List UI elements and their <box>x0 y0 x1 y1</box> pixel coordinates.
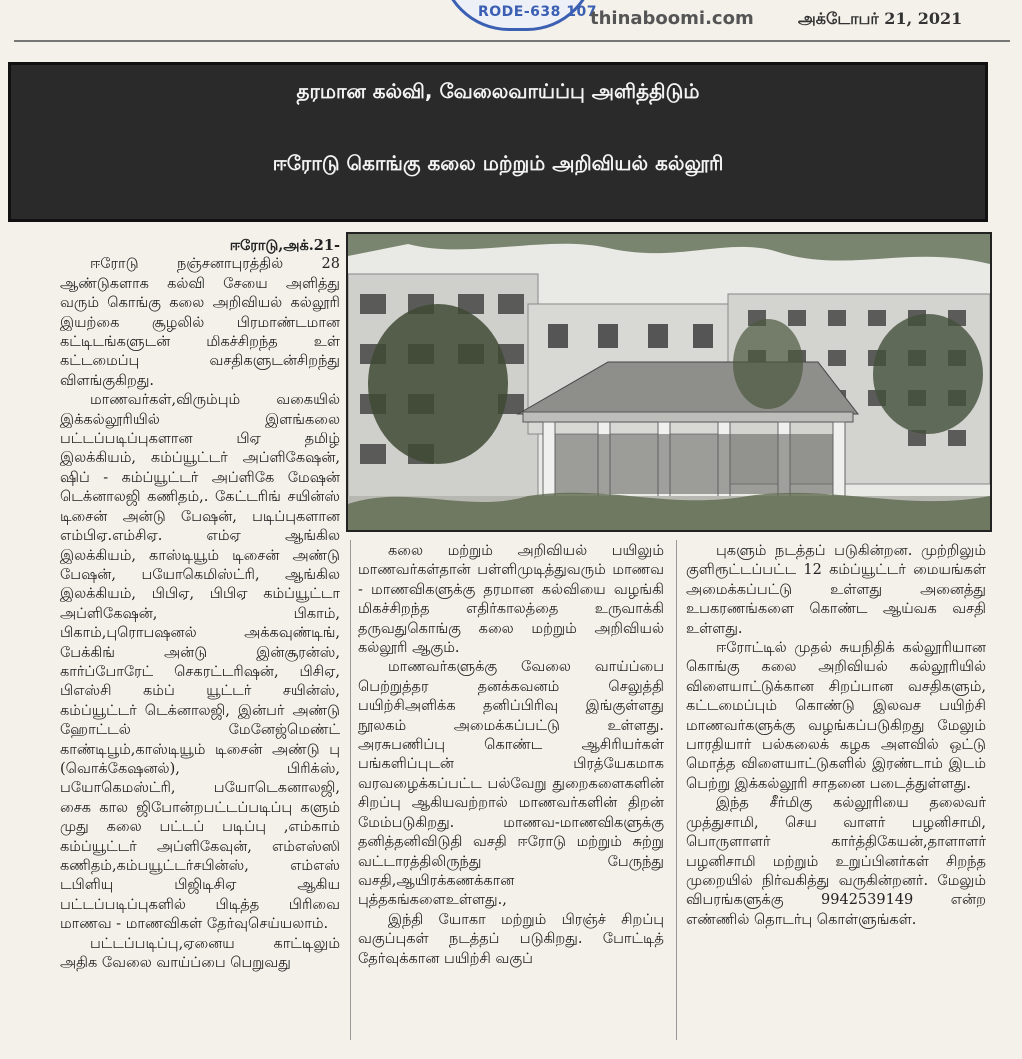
issue-date: அக்டோபர் 21, 2021 <box>798 9 963 28</box>
photo-illustration <box>348 234 990 530</box>
article-paragraph: இந்தி யோகா மற்றும் பிரஞ்ச் சிறப்பு வகுப்புகள் நடத்தப் படுகிறது. போட்டித் தேர்வுக்கான பயிற்சி வகுப் <box>358 911 664 967</box>
article-column-1 <box>60 236 340 973</box>
site-name: thinaboomi.com <box>590 8 754 29</box>
masthead-rule <box>14 40 1010 42</box>
headline-banner <box>8 62 988 222</box>
article-paragraph: மாணவர்களுக்கு வேலை வாய்ப்பை பெற்றுத்தர தனக்கவனம் செலுத்தி பயிற்சிஅளிக்க தனிப்பிரிவு இங்குள்ளது நூலகம் அமைக்கப்பட்டு உள்ளது. அரசுபணிப்பு கொண்ட ஆசிரியர்கள் பங்களிப்புடன் பிரத்யேகமாக வரவழைக்கப்பட்ட பல்வேறு துறைகளைகளின் சிறப்பு ஆகியவற்றால் மாணவர்களின் திறன் மேம்படுகிறது. மாணவ-மாணவிகளுக்கு தனித்தனிவிடுதி வசதி ஈரோடு மற்றும் சுற்று வட்டாரத்திலிருந்து பேருந்து வசதி,ஆயிரக்கணக்கான புத்தகங்களைஉள்ளது., <box>358 659 664 909</box>
masthead <box>0 0 1022 40</box>
article-column-2 <box>358 542 664 969</box>
column-divider <box>676 540 677 1040</box>
article-paragraph: கலை மற்றும் அறிவியல் பயிலும் மாணவர்கள்தான் பள்ளிமுடித்துவரும் மாணவ - மாணவிகளுக்கு தரமான கல்வியை வழங்கி மிகச்சிறந்த எதிர்காலத்தை உருவாக்கி தருவதுகொங்கு கலை மற்றும் அறிவியல் கல்லூரி ஆகும். <box>358 543 664 657</box>
article-paragraph: புகளும் நடத்தப் படுகின்றன. முற்றிலும் குளிரூட்டப்பட்ட 12 கம்ப்யூட்டர் மையங்கள் அமைக்கப்பட்டு உள்ளது அனைத்து உபகரணங்களை கொண்ட ஆய்வக வசதி உள்ளது. <box>686 543 986 637</box>
article-paragraph: ஈரோடு நஞ்சனாபுரத்தில் 28 ஆண்டுகளாக கல்வி சேயை அளித்து வரும் கொங்கு கலை அறிவியல் கல்லூரி இயற்கை சூழலில் பிரமாண்டமான கட்டிடங்களுடன் மிகச்சிறந்த உள் கட்டமைப்பு வசதிகளுடன்சிறந்து விளங்குகிறது. <box>60 256 340 389</box>
column-divider <box>350 540 351 1040</box>
article-paragraph: ஈரோட்டில் முதல் சுயநிதிக் கல்லூரியான கொங்கு கலை அறிவியல் கல்லூரியில் விளையாட்டுக்கான சிறப்பான வசதிகளும், கட்டமைப்பும் கொண்டு இலவச பயிற்சி மாணவர்களுக்கு வழங்கப்படுகிறது மேலும் பாரதியார் பல்கலைக் கழக அளவில் ஒட்டு மொத்த விளையாட்டுகளில் இரண்டாம் இடம் பெற்று இக்கல்லூரி சாதனை படைத்துள்ளது. <box>686 640 986 792</box>
article-paragraph: இந்த சீர்மிகு கல்லூரியை தலைவர் முத்துசாமி, செய வாளர் பழனிசாமி, பொருளாளர் கார்த்திகேயன்,தாளாளர் பழனிசாமி மற்றும் உறுப்பினர்கள் சிறந்த முறையில் நிர்வகித்து வருகின்றனர். மேலும் விபரங்களுக்கு 9942539149 என்ற எண்ணில் தொடர்பு கொள்ளுங்கள். <box>686 795 986 928</box>
headline-line-2: ஈரோடு கொங்கு கலை மற்றும் அறிவியல் கல்லூரி <box>272 151 724 175</box>
seal-text: RODE-638 107 <box>478 4 597 20</box>
article-column-3 <box>686 542 986 930</box>
article-paragraph: மாணவர்கள்,விரும்பும் வகையில் இக்கல்லூரியில் இளங்கலை பட்டப்படிப்புகளான பிஏ தமிழ் இலக்கியம், கம்ப்யூட்டர் அப்ளிகேஷன், ஷிப் - கம்ப்யூட்டர் அப்ளிகே மேஷன் டெக்னாலஜி கணிதம்,. கேட்டரிங் சயின்ஸ் டிசைன் அன்டு பேஷன், படிப்புகளான எம்பிஏ.எம்சிஏ. எம்ஏ ஆங்கில இலக்கியம், காஸ்டியூம் டிசைன் அண்டு பேஷன், பயோகெமிஸ்ட்ரி, ஆங்கில இலக்கியம், பிபிஏ, பிபிஏ கம்ப்யூட்டா அப்ளிகேஷன், பிகாம், பிகாம்,புரொபஷனல் அக்கவுண்டிங், பேக்கிங் அன்டு இன்சூரன்ஸ், கார்ப்போரேட் செகரட்டரிஷன், பிசிஏ, பிஎஸ்சி கம்ப் யூட்டர் சயின்ஸ், கம்ப்யூட்டர் டெக்னாலஜி, இன்பர் அண்டு ஹோட்டல் மேனேஜ்மெண்ட் காண்டிபூம்,காஸ்டியூம் டிசைன் அண்டு பு (வொக்கேஷனல்), பிரிக்ஸ், பயோகெமஸ்ட்ரி, பயோடெகனாலஜி, சைக கால ஜிபோன்றபட்டப்படிப்பு களும் முது கலை பட்டப் படிப்பு ,எம்காம் கம்ப்யூட்டர் அப்ளிகேவுன், எம்எஸ்ஸி கணிதம்,கம்பயூட்டர்சபின்ஸ், எம்எஸ் டபிளியு பிஜிடிசிஏ ஆகிய பட்டப்படிப்புகளில் பிடித்த பிரிவை மாணவ - மாணவிகள் தேர்வுசெய்யலாம். <box>60 392 340 933</box>
college-building-photo <box>346 232 992 532</box>
article-dateline: ஈரோடு,அக்.21- <box>229 237 340 254</box>
headline-line-1: தரமான கல்வி, வேலைவாய்ப்பு அளித்திடும் <box>296 79 700 103</box>
article-paragraph: பட்டப்படிப்பு,ஏனைய காட்டிலும் அதிக வேலை வாய்ப்பை பெறுவது <box>60 935 340 972</box>
